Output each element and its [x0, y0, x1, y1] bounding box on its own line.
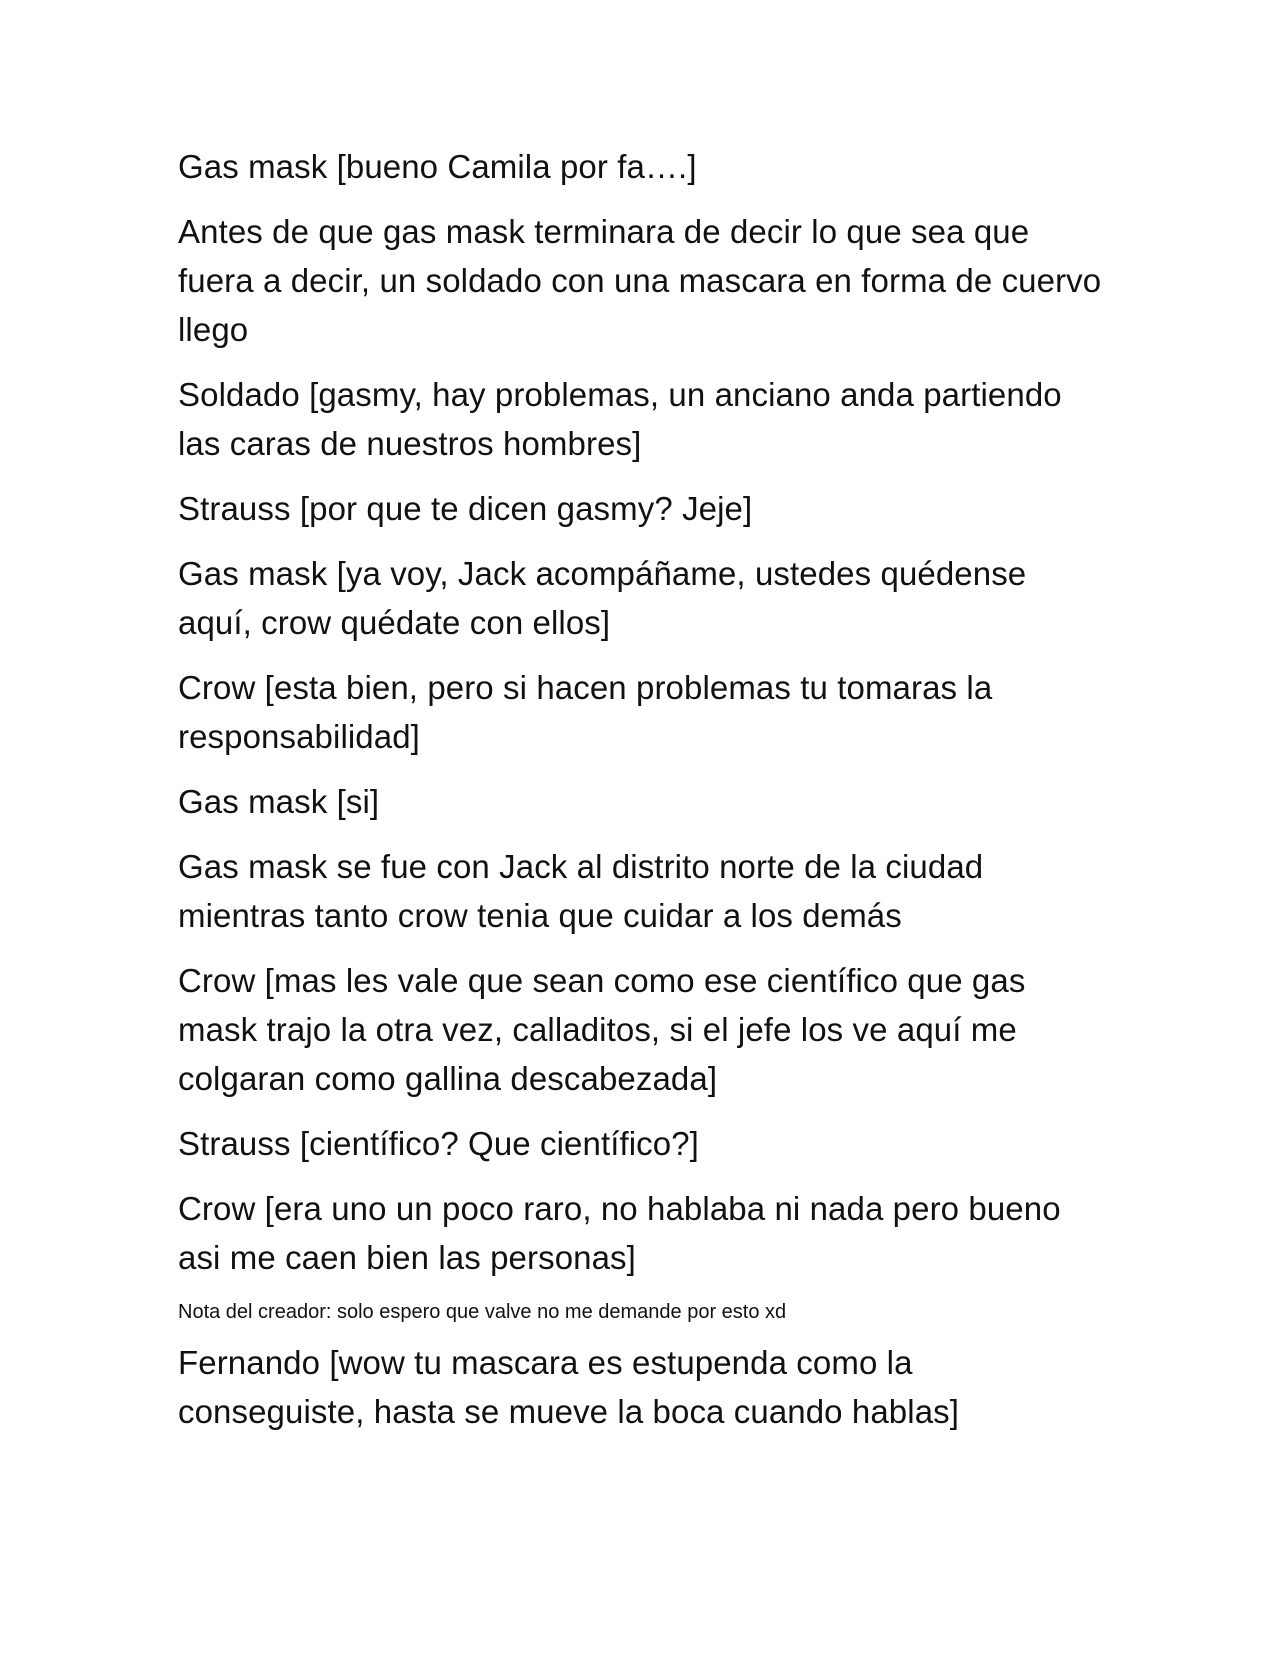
- creator-note: Nota del creador: solo espero que valve no me demande por esto xd: [178, 1301, 787, 1323]
- paragraph-strauss-cientifico: Strauss [científico? Que científico?]: [178, 1125, 699, 1162]
- paragraph-gas-mask-si: Gas mask [si]: [178, 783, 380, 820]
- paragraph-gas-mask-ya-voy: Gas mask [ya voy, Jack acompáñame, ustedes quédense aquí, crow quédate con ellos]: [178, 555, 1027, 641]
- paragraph-crow-raro: Crow [era uno un poco raro, no hablaba ni nada pero bueno asi me caen bien las personas]: [178, 1190, 1061, 1276]
- document-body: [178, 142, 1108, 1452]
- paragraph-strauss-gasmy: Strauss [por que te dicen gasmy? Jeje]: [178, 490, 753, 527]
- paragraph-crow-cientifico: Crow [mas les vale que sean como ese científico que gas mask trajo la otra vez, calladitos, si el jefe los ve aquí me colgaran como gallina descabezada]: [178, 962, 1026, 1097]
- paragraph-gas-mask-camila: Gas mask [bueno Camila por fa….]: [178, 148, 697, 185]
- paragraph-fernando: Fernando [wow tu mascara es estupenda como la conseguiste, hasta se mueve la boca cuando hablas]: [178, 1344, 960, 1430]
- paragraph-narration-distrito-norte: Gas mask se fue con Jack al distrito norte de la ciudad mientras tanto crow tenia que cuidar a los demás: [178, 848, 984, 934]
- paragraph-crow-responsabilidad: Crow [esta bien, pero si hacen problemas tu tomaras la responsabilidad]: [178, 669, 993, 755]
- paragraph-narration-soldier-arrives: Antes de que gas mask terminara de decir lo que sea que fuera a decir, un soldado con una mascara en forma de cuervo llego: [178, 213, 1102, 348]
- paragraph-soldado: Soldado [gasmy, hay problemas, un anciano anda partiendo las caras de nuestros hombres]: [178, 376, 1062, 462]
